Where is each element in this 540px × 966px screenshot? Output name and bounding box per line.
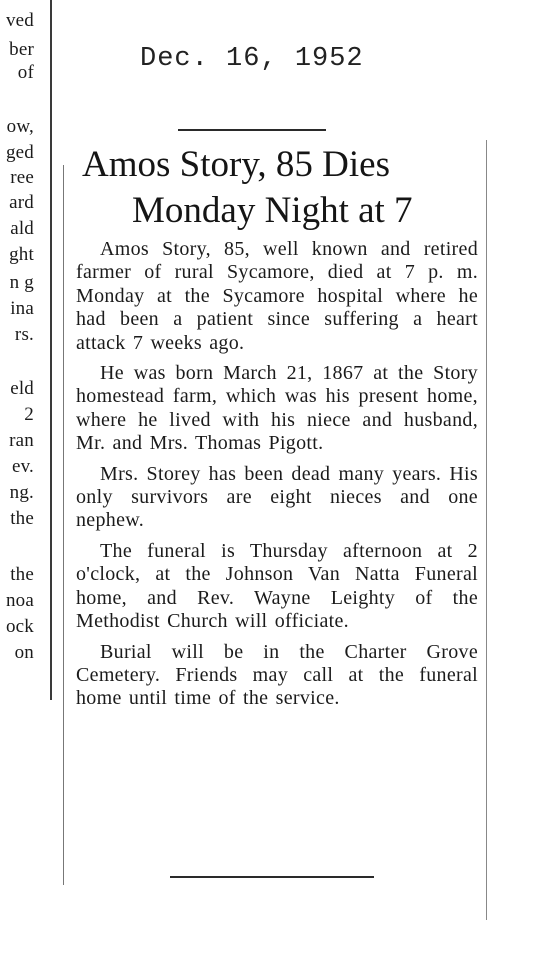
paragraph-burial: Burial will be in the Charter Grove Cemetery. Friends may call at the funeral home until time of the service. [76,640,478,710]
headline-line-1: Amos Story, 85 Dies [82,144,390,185]
adjacent-column-fragment [0,0,38,700]
column-fragment-text: ev. [11,456,34,477]
column-fragment-text: ved [5,10,34,31]
paragraph-funeral: The funeral is Thursday afternoon at 2 o'clock, at the Johnson Van Natta Funeral home, and Rev. Wayne Leighty of the Methodist Church will officiate. [76,539,478,633]
column-fragment-text: ard [9,192,34,213]
paragraph-birth: He was born March 21, 1867 at the Story homestead farm, which was his present home, where he lived with his niece and husband, Mr. and Mrs. Thomas Pigott. [76,362,478,455]
headline-line-2: Monday Night at 7 [132,190,413,231]
clipping-edge-left [63,165,64,885]
paragraph-survivors: Mrs. Storey has been dead many years. His only survivors are eight nieces and one nephew. [76,462,478,532]
obituary-headline [70,142,480,234]
column-fragment-text: ree [10,167,34,188]
column-fragment-text: the [10,564,34,585]
column-fragment-text: ber [9,39,34,60]
headline-rule-top [178,129,326,131]
column-fragment-text: ran [9,430,34,451]
column-fragment-text: ina [10,298,34,319]
column-fragment-text: ock [5,616,34,637]
column-fragment-text: eld [10,378,34,399]
column-fragment-text: rs. [14,324,34,345]
column-fragment-text: ow, [6,116,34,137]
column-fragment-text: ged [5,142,34,163]
column-fragment-text: the [10,508,34,529]
column-fragment-text: n g [9,272,34,293]
end-rule [170,876,374,878]
column-fragment-text: 2 [24,404,34,425]
column-divider [50,0,52,700]
column-fragment-text: noa [5,590,34,611]
clipping-date: Dec. 16, 1952 [140,44,364,74]
column-fragment-text: ald [10,218,34,239]
column-fragment-text: ght [9,244,34,265]
clipping-edge-right [486,140,487,920]
column-fragment-text: of [17,62,34,83]
obituary-body [76,238,478,718]
column-fragment-text: ng. [9,482,34,503]
column-fragment-text: on [14,642,34,663]
paragraph-announcement: Amos Story, 85, well known and retired farmer of rural Sycamore, died at 7 p. m. Monday at the Sycamore hospital where he had been a patient since suffering a heart attack 7 weeks ago. [76,238,478,354]
